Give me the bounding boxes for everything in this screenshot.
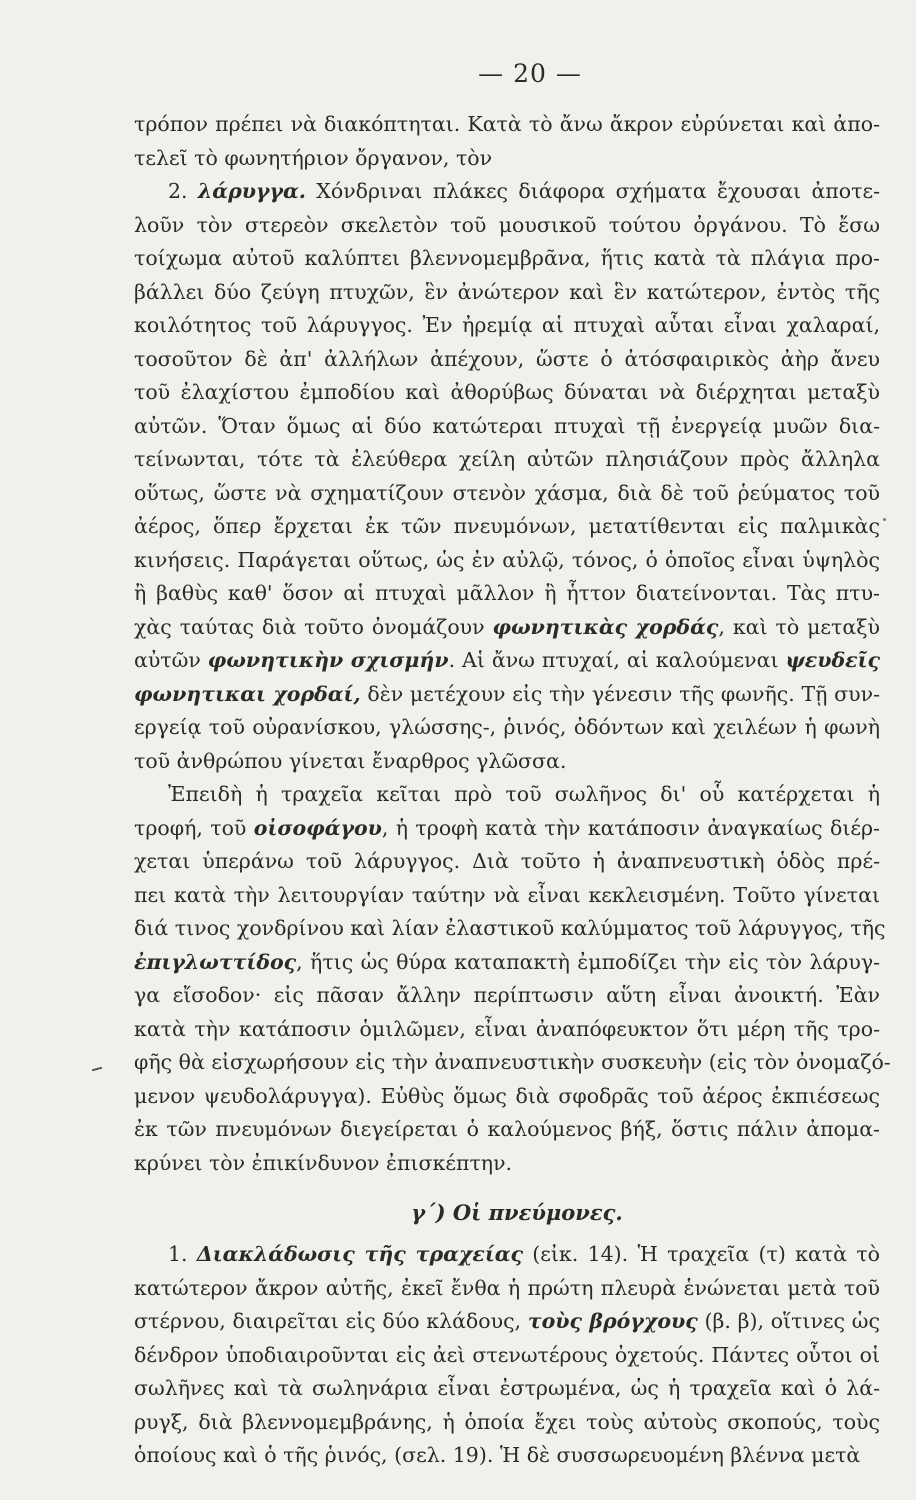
text-line: χεται ὑπεράνω τοῦ λάρυγγος. Διὰ τοῦτο ἡ ἀναπνευστικὴ ὁδὸς πρέ- [134, 849, 880, 873]
emphasized-term: λάρυγγα. [197, 179, 306, 203]
text-line: τελεῖ τὸ φωνητήριον ὄργανον, τὸν [134, 145, 493, 170]
text-line: φωνητικαι χορδαί, δὲν μετέχουν εἰς τὴν γένεσιν τῆς φωνῆς. Τῇ συν- [134, 681, 881, 706]
text-line: διά τινος χονδρίνου καὶ λίαν ἐλαστικοῦ καλύμματος τοῦ λάρυγγος, τῆς [134, 916, 886, 940]
text-line: αὐτῶν. Ὅταν ὅμως αἱ δύο κατώτεραι πτυχαὶ τῇ ἐνεργείᾳ μυῶν δια- [134, 413, 880, 438]
text-line: κατώτερον ἄκρον αὐτῆς, ἐκεῖ ἔνθα ἡ πρώτη πλευρὰ ἑνώνεται μετὰ τοῦ [134, 1275, 880, 1300]
text-line: χὰς ταύτας διὰ τοῦτο ὀνομάζουν φωνητικὰς χορδάς, καὶ τὸ μεταξὺ [134, 614, 880, 639]
text-line: τείνωνται, τότε τὰ ἐλεύθερα χείλη αὐτῶν πλησιάζουν πρὸς ἄλληλα [134, 447, 880, 471]
text-line: κρύνει τὸν ἐπικίνδυνον ἐπισκέπτην. [134, 1150, 513, 1175]
paragraph [134, 108, 880, 175]
text-body-continued [134, 1238, 880, 1473]
text-line: ὁποίους καὶ ὁ τῆς ῥινός, (σελ. 19). Ἡ δὲ συσσωρευομένη βλέννα μετὰ [134, 1443, 861, 1467]
text-line: γα εἴσοδον· εἰς πᾶσαν ἄλλην περίπτωσιν αὕτη εἶναι ἀνοικτή. Ἐὰν [134, 983, 880, 1007]
text-line: 2. λάρυγγα. Χόνδριναι πλάκες διάφορα σχήματα ἔχουσαι ἀποτε- [168, 179, 880, 203]
page-number: — 20 — [478, 59, 582, 88]
text-line: τοῦ ἐλαχίστου ἐμποδίου καὶ ἀθορύβως δύναται νὰ διέρχηται μεταξὺ [134, 380, 880, 404]
text-line: ρυγξ, διὰ βλεννομεμβράνης, ἡ ὁποία ἔχει τοὺς αὐτοὺς σκοπούς, τοὺς [134, 1409, 880, 1434]
text-line: αὐτῶν φωνητικὴν σχισμήν. Αἱ ἄνω πτυχαί, αἱ καλούμεναι ψευδεῖς [134, 648, 880, 672]
text-line: στέρνου, διαιρεῖται εἰς δύο κλάδους, τοὺς βρόγχους (β. β), οἵτινες ὡς [134, 1309, 880, 1333]
text-line: πει κατὰ τὴν λειτουργίαν ταύτην νὰ εἶναι κεκλεισμένη. Τοῦτο γίνεται [134, 882, 880, 907]
emphasized-term: τοὺς βρόγχους [527, 1309, 698, 1333]
text-line: βάλλει δύο ζεύγη πτυχῶν, ἓν ἀνώτερον καὶ ἓν κατώτερον, ἐντὸς τῆς [134, 279, 880, 304]
text-line: Ἐπειδὴ ἡ τραχεῖα κεῖται πρὸ τοῦ σωλῆνος δι' οὗ κατέρχεται ἡ [168, 782, 880, 806]
speck-mark [883, 518, 886, 521]
section-heading: γ΄) Οἱ πνεύμονες. [411, 1200, 623, 1225]
paragraph [134, 1238, 880, 1473]
text-line: λοῦν τὸν στερεὸν σκελετὸν τοῦ μουσικοῦ τούτου ὀργάνου. Τὸ ἔσω [134, 212, 880, 237]
emphasized-term: Διακλάδωσις τῆς τραχείας [196, 1242, 524, 1266]
paragraph [134, 778, 891, 1180]
text-line: τροφή, τοῦ οἰσοφάγου, ἡ τροφὴ κατὰ τὴν κατάποσιν ἀναγκαίως διέρ- [134, 815, 880, 840]
text-line: κοιλότητος τοῦ λάρυγγος. Ἐν ἠρεμίᾳ αἱ πτυχαὶ αὗται εἶναι χαλαραί, [134, 313, 880, 337]
text-line: εργείᾳ τοῦ οὐρανίσκου, γλώσσης-, ῥινός, ὀδόντων καὶ χειλέων ἡ φωνὴ [134, 715, 880, 739]
text-body [134, 108, 891, 1180]
emphasized-term: οἰσοφάγου [253, 815, 382, 840]
page-number-value: 20 [513, 59, 547, 88]
text-line: οὕτως, ὥστε νὰ σχηματίζουν στενὸν χάσμα, διὰ δὲ τοῦ ῥεύματος τοῦ [134, 480, 880, 505]
emphasized-term: φωνητικὴν σχισμήν [207, 648, 449, 672]
emphasized-term: ἐπιγλωττίδος [134, 949, 297, 974]
text-line: κατὰ τὴν κατάποσιν ὁμιλῶμεν, εἶναι ἀναπόφευκτον ὅτι μέρη τῆς τρο- [134, 1016, 880, 1041]
text-line: ἢ βαθὺς καθ' ὅσον αἱ πτυχαὶ μᾶλλον ἢ ἧττον διατείνονται. Τὰς πτυ- [134, 581, 880, 605]
text-line: τοῦ ἀνθρώπου γίνεται ἔναρθρος γλῶσσα. [134, 748, 567, 773]
emphasized-term: φωνητικὰς χορδάς [492, 614, 719, 639]
text-line: τρόπον πρέπει νὰ διακόπτηται. Κατὰ τὸ ἄνω ἄκρον εὐρύνεται καὶ ἀπο- [134, 112, 880, 136]
text-line: ἐκ τῶν πνευμόνων διεγείρεται ὁ καλούμενος βήξ, ὅστις πάλιν ἀπομα- [134, 1117, 880, 1141]
text-line: τοίχωμα αὐτοῦ καλύπτει βλεννομεμβρᾶνα, ἥτις κατὰ τὰ πλάγια προ- [134, 246, 880, 270]
text-line: φῆς θὰ εἰσχωρήσουν εἰς τὴν ἀναπνευστικὴν συσκευὴν (εἰς τὸν ὀνομαζό- [134, 1050, 891, 1074]
text-line: 1. Διακλάδωσις τῆς τραχείας (εἰκ. 14). Ἡ τραχεῖα (τ) κατὰ τὸ [168, 1242, 880, 1266]
margin-mark [92, 1067, 102, 1072]
emphasized-term: ψευδεῖς [785, 648, 880, 672]
text-line: ἀέρος, ὅπερ ἔρχεται ἐκ τῶν πνευμόνων, μετατίθενται εἰς παλμικὰς [134, 514, 880, 538]
text-line: ἐπιγλωττίδος, ἥτις ὡς θύρα καταπακτὴ ἐμποδίζει τὴν εἰς τὸν λάρυγ- [134, 949, 880, 974]
text-line: δένδρον ὑποδιαιροῦνται εἰς ἀεὶ στενωτέρους ὀχετούς. Πάντες οὗτοι οἱ [134, 1342, 880, 1367]
paragraph [134, 175, 880, 778]
emphasized-term: φωνητικαι χορδαί, [134, 681, 361, 706]
text-line: μενον ψευδολάρυγγα). Εὐθὺς ὅμως διὰ σφοδρᾶς τοῦ ἀέρος ἐκπιέσεως [134, 1083, 880, 1108]
text-line: σωλῆνες καὶ τὰ σωληνάρια εἶναι ἐστρωμένα, ὡς ἡ τραχεῖα καὶ ὁ λά- [134, 1376, 880, 1400]
text-line: τοσοῦτον δὲ ἀπ' ἀλλήλων ἀπέχουν, ὥστε ὁ ἀτόσφαιρικὸς ἀὴρ ἄνευ [134, 346, 880, 371]
text-line: κινήσεις. Παράγεται οὕτως, ὡς ἐν αὐλῷ, τόνος, ὁ ὁποῖος εἶναι ὑψηλὸς [134, 547, 880, 572]
